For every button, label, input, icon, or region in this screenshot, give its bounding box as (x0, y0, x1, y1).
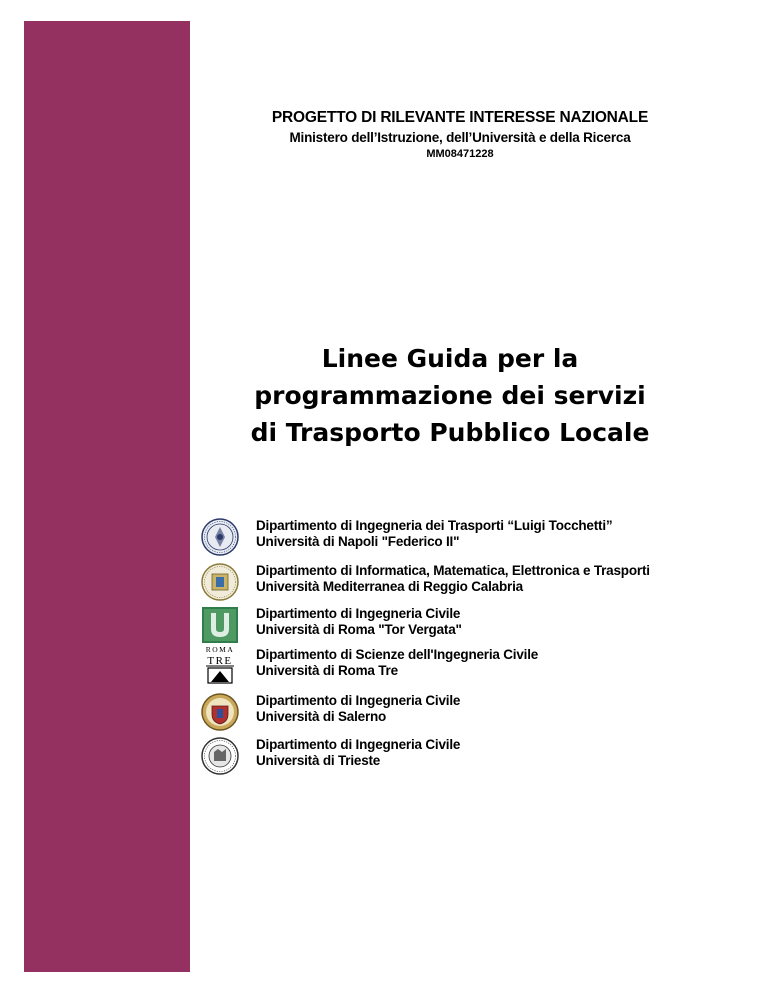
department-item (200, 692, 720, 732)
roma-tre-logo-icon (200, 642, 240, 686)
department-item (200, 646, 720, 686)
university-name: Università di Roma "Tor Vergata" (256, 622, 462, 637)
department-name: Dipartimento di Ingegneria dei Trasporti “Luigi Tocchetti” (256, 518, 613, 533)
university-name: Università di Trieste (256, 753, 381, 768)
roma-tre-logo-text-mid: TRE (207, 655, 233, 667)
document-title (200, 340, 700, 451)
title-line-1: Linee Guida per la (321, 344, 579, 373)
project-header (200, 108, 720, 161)
department-item (200, 736, 720, 776)
project-title: PROGETTO DI RILEVANTE INTERESSE NAZIONALE (271, 109, 649, 126)
salerno-seal-icon (200, 692, 240, 732)
project-code: MM08471228 (426, 148, 494, 160)
department-name: Dipartimento di Informatica, Matematica, Elettronica e Trasporti (256, 563, 650, 578)
department-name: Dipartimento di Scienze dell'Ingegneria Civile (256, 647, 539, 662)
department-item (200, 517, 720, 557)
department-name: Dipartimento di Ingegneria Civile (256, 737, 461, 752)
department-item (200, 562, 720, 602)
ministry-name: Ministero dell’Istruzione, dell’Università e della Ricerca (289, 130, 631, 145)
university-name: Università Mediterranea di Reggio Calabria (256, 579, 523, 594)
department-name: Dipartimento di Ingegneria Civile (256, 606, 461, 621)
university-name: Università di Roma Tre (256, 663, 398, 678)
title-line-2: programmazione dei servizi (254, 381, 646, 410)
napoli-seal-icon (200, 517, 240, 557)
department-item (200, 605, 720, 645)
title-line-3: di Trasporto Pubblico Locale (250, 418, 650, 447)
reggio-calabria-seal-icon (200, 562, 240, 602)
university-name: Università di Napoli "Federico II" (256, 534, 460, 549)
department-name: Dipartimento di Ingegneria Civile (256, 693, 461, 708)
trieste-seal-icon (200, 736, 240, 776)
tor-vergata-logo-icon (200, 605, 240, 645)
sidebar-band (24, 21, 190, 972)
roma-tre-logo-text-top: ROMA (205, 645, 235, 654)
university-name: Università di Salerno (256, 709, 387, 724)
